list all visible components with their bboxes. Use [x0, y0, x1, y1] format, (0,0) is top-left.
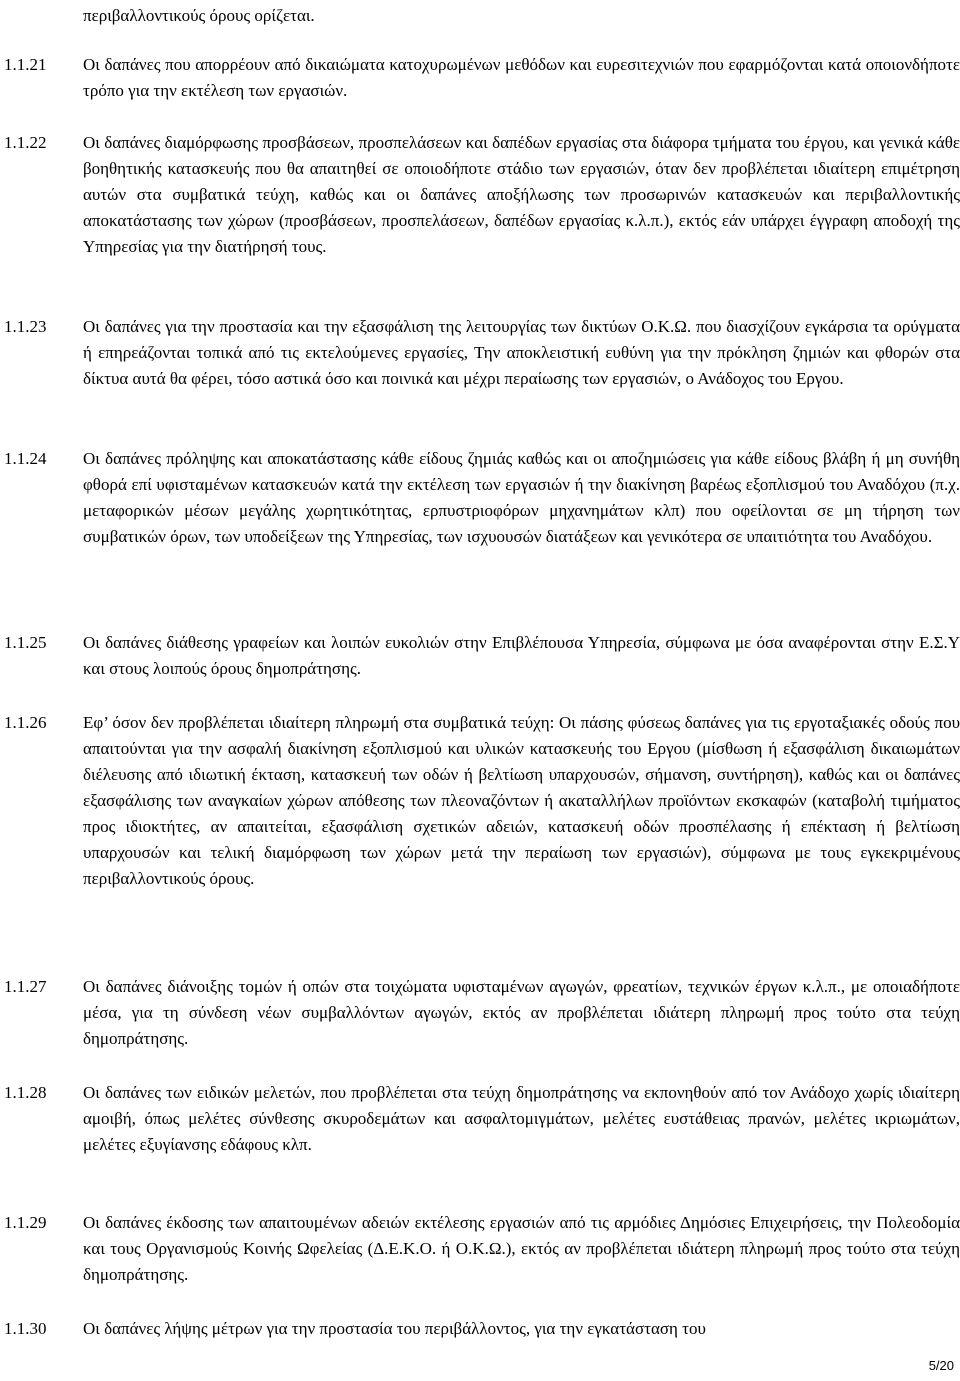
item-number: 1.1.29	[4, 1213, 47, 1232]
item-number: 1.1.23	[4, 317, 47, 336]
list-item	[4, 710, 960, 892]
item-number: 1.1.25	[4, 633, 47, 652]
list-item	[4, 974, 960, 1052]
page-number: 5/20	[928, 1358, 954, 1373]
item-text: Οι δαπάνες λήψης μέτρων για την προστασία του περιβάλλοντος, για την εγκατάσταση του	[83, 1319, 706, 1338]
list-item	[4, 52, 960, 104]
item-number: 1.1.24	[4, 449, 47, 468]
list-item	[4, 1316, 956, 1342]
item-number: 1.1.22	[4, 133, 47, 152]
item-number: 1.1.27	[4, 977, 47, 996]
list-item	[4, 314, 960, 392]
item-number: 1.1.30	[4, 1319, 47, 1338]
intro-text: περιβαλλοντικούς όρους ορίζεται.	[83, 6, 315, 25]
item-text: Οι δαπάνες διάθεσης γραφείων και λοιπών ευκολιών στην Επιβλέπουσα Υπηρεσία, σύμφωνα με όσα αναφέρονται στην Ε.Σ.Υ και στους λοιπούς όρους δημοπράτησης.	[83, 633, 960, 678]
item-text: Οι δαπάνες έκδοσης των απαιτουμένων αδειών εκτέλεσης εργασιών από τις αρμόδιες Δημόσιες Επιχειρήσεις, την Πολεοδομία και τους Οργανισμούς Κοινής Ωφελείας (Δ.Ε.Κ.Ο. ή Ο.Κ.Ω.), εκτός αν προβλέπεται ιδιάτερη πληρωμή προς τούτο στα τεύχη δημοπράτησης.	[83, 1213, 960, 1284]
list-item	[4, 1210, 960, 1288]
item-text: Οι δαπάνες διαμόρφωσης προσβάσεων, προσπελάσεων και δαπέδων εργασίας στα διάφορα τμήματα του έργου, και γενικά κάθε βοηθητικής κατασκευής που θα απαιτηθεί σε οποιοδήποτε στάδιο των εργασιών, όταν δεν προβλέπεται ιδιαίτερη επιμέτρηση αυτών στα συμβατικά τεύχη, καθώς και οι δαπάνες αποξήλωσης των προσωρινών κατασκευών και περιβαλλοντικής αποκατάστασης των χώρων (προσβάσεων, προσπελάσεων, δαπέδων εργασίας κ.λ.π.), εκτός εάν υπάρχει έγγραφη αποδοχή της Υπηρεσίας για την διατήρησή τους.	[83, 133, 960, 256]
item-text: Οι δαπάνες πρόληψης και αποκατάστασης κάθε είδους ζημιάς καθώς και οι αποζημιώσεις για κάθε είδους βλάβη ή μη συνήθη φθορά επί υφισταμένων κατασκευών κατά την εκτέλεση των εργασιών ή την διακίνηση βαρέως εξοπλισμού του Αναδόχου (π.χ. μεταφορικών μέσων μεγάλης χωρητικότητας, ερπυστριοφόρων μηχανημάτων κλπ) που οφείλονται σε μη τήρηση των συμβατικών όρων, των υποδείξεων της Υπηρεσίας, των ισχυουσών διατάξεων και γενικότερα σε υπαιτιότητα του Αναδόχου.	[83, 449, 960, 546]
item-text: Οι δαπάνες διάνοιξης τομών ή οπών στα τοιχώματα υφισταμένων αγωγών, φρεατίων, τεχνικών έργων κ.λ.π., με οποιαδήποτε μέσα, για τη σύνδεση νέων συμβαλλόντων αγωγών, εκτός αν προβλέπεται ιδιάτερη πληρωμή προς τούτο στα τεύχη δημοπράτησης.	[83, 977, 960, 1048]
item-number: 1.1.28	[4, 1083, 47, 1102]
list-item	[4, 630, 960, 682]
item-number: 1.1.26	[4, 713, 47, 732]
item-text: Οι δαπάνες των ειδικών μελετών, που προβλέπεται στα τεύχη δημοπράτησης να εκπονηθούν από τον Ανάδοχο χωρίς ιδιαίτερη αμοιβή, όπως μελέτες σύνθεσης σκυροδεμάτων και ασφαλτομιγμάτων, μελέτες ευστάθειας πρανών, μελέτες ικριωμάτων, μελέτες εξυγίανσης εδάφους κλπ.	[83, 1083, 960, 1154]
item-text: Εφ’ όσον δεν προβλέπεται ιδιαίτερη πληρωμή στα συμβατικά τεύχη: Οι πάσης φύσεως δαπάνες για τις εργοταξιακές οδούς που απαιτούνται για την ασφαλή διακίνηση εξοπλισμού και υλικών κατασκευής του Εργου (μίσθωση ή εξασφάλιση δικαιωμάτων διέλευσης από ιδιωτική έκταση, κατασκευή των οδών ή βελτίωση υπαρχουσών, σήμανση, συντήρηση), καθώς και οι δαπάνες εξασφάλισης των αναγκαίων χώρων απόθεσης των πλεοναζόντων ή ακαταλλήλων προϊόντων εκσκαφών (καταβολή τιμήματος προς ιδιοκτήτες, αν απαιτείται, εξασφάλιση σχετικών αδειών, κατασκευή οδών προσπέλασης ή επέκταση ή βελτίωση υπαρχουσών και τελική διαμόρφωση των χώρων μετά την περαίωση των εργασιών), σύμφωνα με τους εγκεκριμένους περιβαλλοντικούς όρους.	[83, 713, 960, 888]
item-text: Οι δαπάνες που απορρέουν από δικαιώματα κατοχυρωμένων μεθόδων και ευρεσιτεχνιών που εφαρμόζονται κατά οποιονδήποτε τρόπο για την εκτέλεση των εργασιών.	[83, 55, 960, 100]
list-item	[4, 1080, 960, 1158]
list-item	[4, 446, 960, 550]
item-number: 1.1.21	[4, 55, 47, 74]
list-item	[4, 130, 960, 260]
item-text: Οι δαπάνες για την προστασία και την εξασφάλιση της λειτουργίας των δικτύων Ο.Κ.Ω. που διασχίζουν εγκάρσια τα ορύγματα ή επηρεάζονται τοπικά από τις εκτελούμενες εργασίες, Την αποκλειστική ευθύνη για την πρόκληση ζημιών και φθορών στα δίκτυα αυτά θα φέρει, τόσο αστικά όσο και ποινικά και μέχρι περαίωσης των εργασιών, ο Ανάδοχος του Εργου.	[83, 317, 960, 388]
